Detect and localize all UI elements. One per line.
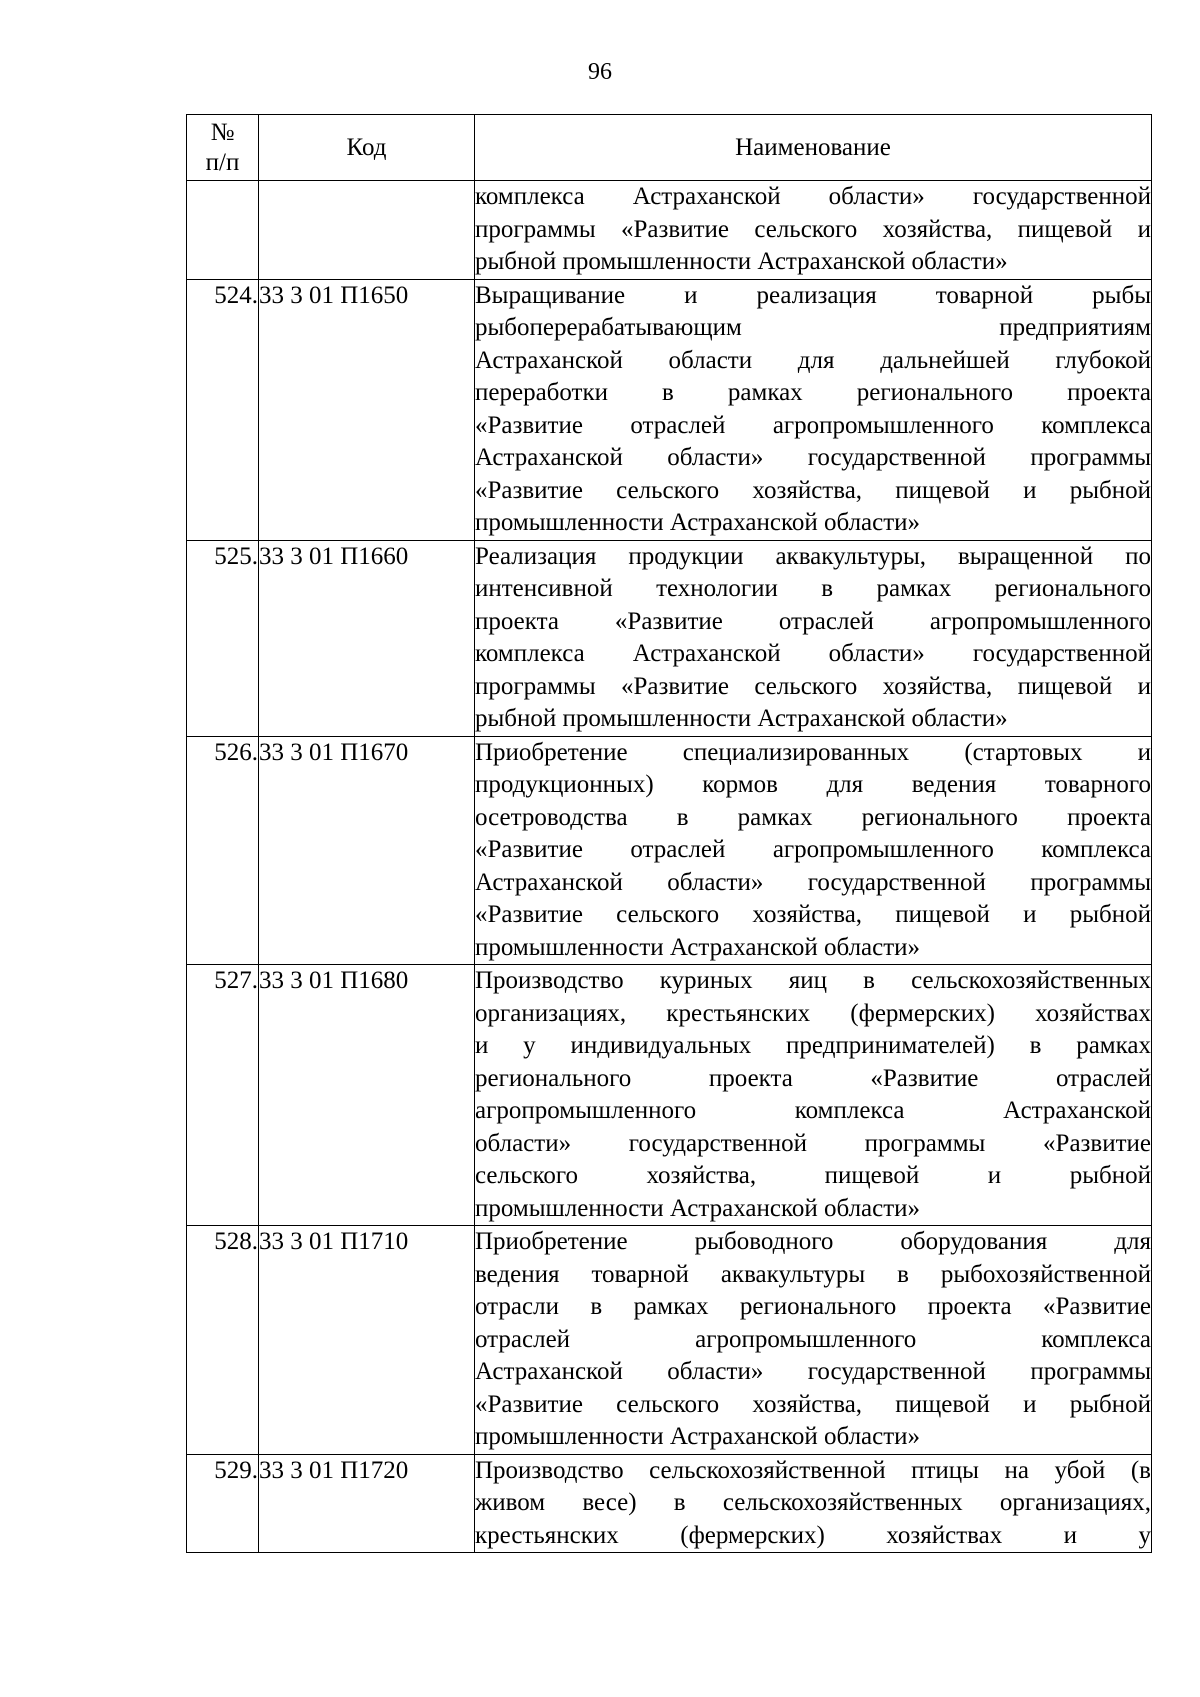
row-name: [475, 965, 1152, 1226]
row-code: 33 3 01 П1660: [259, 540, 475, 736]
row-number: 528.: [187, 1226, 259, 1455]
name-text-line: Астраханской области для дальнейшей глубокой: [475, 346, 1151, 374]
name-text-line: комплекса Астраханской области» государственной: [475, 183, 1151, 210]
codes-table: [186, 114, 1152, 1553]
table-row: [187, 279, 1152, 540]
name-text-line: ведения товарной аквакультуры в рыбохозяйственной: [475, 1260, 1151, 1288]
table-row: [187, 965, 1152, 1226]
name-text-line: промышленности Астраханской области»: [475, 509, 921, 536]
table-row: [187, 736, 1152, 965]
header-num: [187, 115, 259, 181]
row-number: 529.: [187, 1454, 259, 1553]
name-text-line: комплекса Астраханской области» государственной: [475, 640, 1151, 667]
row-name: [475, 736, 1152, 965]
name-text-line: отраслей агропромышленного комплекса: [475, 1325, 1151, 1353]
row-code: 33 3 01 П1720: [259, 1454, 475, 1553]
row-code: 33 3 01 П1710: [259, 1226, 475, 1455]
name-text-line: «Развитие сельского хозяйства, пищевой и рыбной: [475, 901, 1151, 928]
name-text-line: и у индивидуальных предпринимателей) в рамках: [475, 1032, 1151, 1059]
table-row: [187, 1454, 1152, 1553]
table-row: [187, 540, 1152, 736]
table-row: [187, 1226, 1152, 1455]
row-name: [475, 540, 1152, 736]
table-body: [187, 181, 1152, 1553]
name-text-line: программы «Развитие сельского хозяйства, пищевой и: [475, 672, 1151, 700]
row-code: 33 3 01 П1650: [259, 279, 475, 540]
row-name: [475, 1454, 1152, 1553]
name-text-line: промышленности Астраханской области»: [475, 933, 921, 961]
name-text-line: крестьянских (фермерских) хозяйствах и у: [475, 1521, 1151, 1549]
name-text-line: Реализация продукции аквакультуры, выращенной по: [475, 542, 1151, 570]
row-number: 524.: [187, 279, 259, 540]
table-header-row: [187, 115, 1152, 181]
name-text-line: переработки в рамках регионального проекта: [475, 379, 1151, 406]
header-num-abbr: п/п: [205, 148, 240, 176]
name-text-line: Производство сельскохозяйственной птицы на убой (в: [475, 1456, 1151, 1484]
name-text-line: «Развитие отраслей агропромышленного комплекса: [475, 836, 1151, 863]
name-text-line: организациях, крестьянских (фермерских) хозяйствах: [475, 999, 1151, 1027]
table-row: [187, 181, 1152, 280]
name-text-line: Астраханской области» государственной программы: [475, 868, 1151, 896]
name-text-line: «Развитие отраслей агропромышленного комплекса: [475, 411, 1151, 439]
header-code: Код: [259, 115, 475, 181]
name-text-line: рыбоперерабатывающим предприятиям: [475, 314, 1151, 341]
name-text-line: интенсивной технологии в рамках регионального: [475, 575, 1151, 602]
name-text-line: рыбной промышленности Астраханской области»: [475, 248, 1008, 275]
row-name: [475, 181, 1152, 280]
name-text-line: Астраханской области» государственной программы: [475, 444, 1151, 471]
page-number: 96: [588, 59, 612, 85]
name-text-line: промышленности Астраханской области»: [475, 1423, 921, 1450]
row-code: 33 3 01 П1680: [259, 965, 475, 1226]
name-text-line: Приобретение рыбоводного оборудования для: [475, 1228, 1151, 1255]
row-number: 526.: [187, 736, 259, 965]
name-text-line: проекта «Развитие отраслей агропромышленного: [475, 607, 1151, 635]
name-text-line: живом весе) в сельскохозяйственных организациях,: [475, 1489, 1151, 1516]
name-text-line: агропромышленного комплекса Астраханской: [475, 1097, 1151, 1124]
row-number: 525.: [187, 540, 259, 736]
row-name: [475, 1226, 1152, 1455]
row-code: 33 3 01 П1670: [259, 736, 475, 965]
name-text-line: рыбной промышленности Астраханской области»: [475, 705, 1008, 732]
name-text-line: Астраханской области» государственной программы: [475, 1358, 1151, 1385]
row-name: [475, 279, 1152, 540]
name-text-line: регионального проекта «Развитие отраслей: [475, 1064, 1151, 1092]
name-text-line: промышленности Астраханской области»: [475, 1194, 921, 1222]
name-text-line: осетроводства в рамках регионального проекта: [475, 803, 1151, 831]
name-text-line: отрасли в рамках регионального проекта «Развитие: [475, 1293, 1151, 1320]
name-text-line: «Развитие сельского хозяйства, пищевой и рыбной: [475, 1390, 1151, 1418]
row-number: 527.: [187, 965, 259, 1226]
header-num-symbol: №: [210, 118, 235, 146]
name-text-line: сельского хозяйства, пищевой и рыбной: [475, 1162, 1151, 1189]
name-text-line: Производство куриных яиц в сельскохозяйственных: [475, 967, 1151, 994]
name-text-line: «Развитие сельского хозяйства, пищевой и рыбной: [475, 476, 1151, 504]
row-code: [259, 181, 475, 280]
header-name: Наименование: [475, 115, 1152, 181]
name-text-line: области» государственной программы «Развитие: [475, 1129, 1151, 1157]
name-text-line: продукционных) кормов для ведения товарного: [475, 771, 1151, 798]
row-number: [187, 181, 259, 280]
name-text-line: программы «Развитие сельского хозяйства, пищевой и: [475, 215, 1151, 243]
name-text-line: Выращивание и реализация товарной рыбы: [475, 281, 1151, 309]
name-text-line: Приобретение специализированных (стартовых и: [475, 738, 1151, 766]
